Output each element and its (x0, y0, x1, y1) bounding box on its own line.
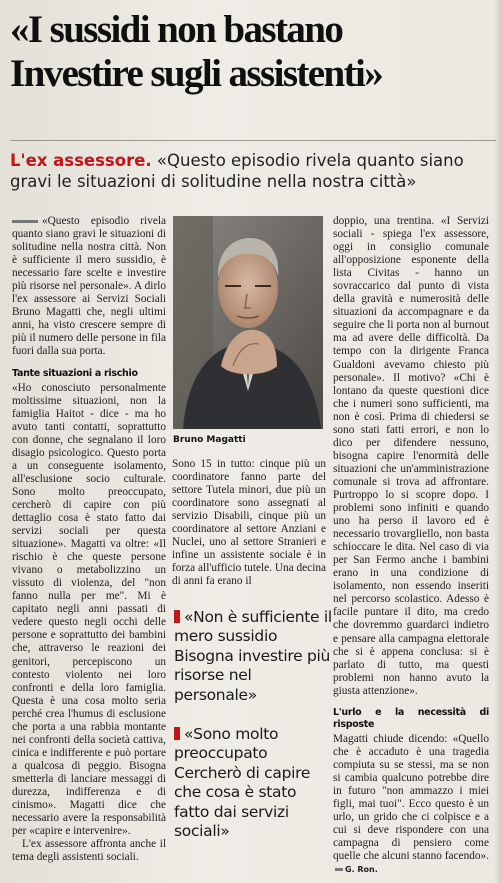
pull-quote-marker (174, 610, 180, 623)
pull-quote-2 (174, 725, 332, 841)
portrait-photo (173, 216, 323, 429)
page-edge-shadow (494, 0, 502, 883)
column-2-paragraph-1: Sono 15 in tutto: cinque più un coordinatore fanno parte del settore Tutela minori, due più un coordinatore sono assegnati al servizio Disabili, cinque più un coordinatore al settore Anziani e Nuclei, uno al settore Stranieri e infine un assistente sociale è in forza all'ufficio tutele. Una decina di anni fa erano il (172, 458, 326, 588)
column-1-paragraph-2: «Ho conosciuto personalmente moltissime situazioni, non la famiglia Haitot - dice - ma ho avuto tanti contatti, soprattutto con donne, che segnalano il loro disagio psicologico. Questo porta a un conseguente isolamento, all'esclusione socio culturale. Sono molto preoccupato, cercherò di capire con più dettaglio cosa è stato fatto dai servizi sociali per questa situazione». Magatti va oltre: «Il rischio è che queste persone vivano o metabolizzino un vissuto di violenza, del "non fanno nulla per me". Mi è capitato negli anni passati di vedere questo negli occhi delle persone e soprattutto dei bambini che, attraverso le reazioni dei genitori, percepiscono un contesto violento nei loro confronti e della loro famiglia. Questa è una cosa molto seria perché crea l'humus di esclusione che porta a una rabbia montante nei confronti della società cattiva, cinica e indifferente e può portare a qualcosa di peggio. Bisogna smetterla di lanciare messaggi di durezza, indifferenza e di cinismo». Magatti dice che necessario avere la responsabilità per «capire e intervenire». (12, 381, 166, 838)
signature-bar (335, 868, 343, 871)
pull-quote-2-text: «Sono molto preoccupato Cercherò di capire che cosa è stato fatto dai servizi sociali» (174, 725, 311, 841)
column-1-lead-text: «Questo episodio rivela quanto siano gravi le situazioni di solitudine nella nostra città. Non è sufficiente il mero sussidio, è necessario fare scelte e investire più risorse nel personale». A dirlo l'ex assessore ai Servizi Sociali Bruno Magatti che, negli ultimi anni, ha visto crescere sempre di più il numero delle persone in fila fuori dalla sua porta. (12, 215, 166, 358)
pull-quote-marker (174, 727, 180, 740)
subhead-kicker: L'ex assessore. (10, 151, 152, 170)
headline-line-1: «I sussidi non bastano (10, 8, 343, 51)
subhead-text: «Questo episodio rivela quanto siano gravi le situazioni di solitudine nella nostra città» (10, 151, 464, 191)
lead-bar (12, 220, 38, 223)
section-heading-cry: L'urlo e la necessità di risposte (333, 706, 489, 730)
article-column-1 (12, 215, 166, 864)
pull-quote-1-text: «Non è sufficiente il mero sussidio Bisogna investire più risorse nel personale» (174, 608, 332, 704)
subhead (10, 150, 496, 192)
column-1-paragraph-3: L'ex assessore affronta anche il tema degli assistenti sociali. (12, 838, 166, 864)
portrait-illustration (173, 216, 323, 429)
column-3-paragraph-2-text: Magatti chiude dicendo: «Quello che è accaduto è una tragedia compiuta su se stessi, ma se non si cambia qualcuno potrebbe dire in futuro "non ammazzo i miei figli, mai tuoi". Ecco questo è un urlo, un grido che ci colpisce e a cui si deve rispondere con una campagna di pensiero come quelle che alcuni stanno facendo». (333, 732, 489, 863)
photo-caption: Bruno Magatti (173, 435, 246, 445)
section-heading-risk: Tante situazioni a rischio (12, 367, 138, 379)
headline-rule (10, 140, 496, 141)
article-column-2 (172, 458, 326, 588)
headline-line-2: Investire sugli assistenti» (10, 52, 383, 95)
column-1-lead (12, 215, 166, 359)
article-column-3 (333, 215, 489, 876)
column-3-paragraph-2 (333, 733, 489, 877)
column-3-paragraph-1: doppio, una trentina. «I Servizi sociali - spiega l'ex assessore, oggi in consiglio comunale all'opposizione esponente della lista Civitas - hanno un sovraccarico dal punto di vista della gravità e numerosità delle situazioni da accompagnare e da seguire che li porta non al burnout ma ad avere delle difficoltà. Da tempo con la dirigente Franca Gualdoni avevamo chiesto più personale». Il motivo? «Chi è lontano da queste questioni dice che i numeri sono sufficienti, ma non è così. Prima di chiedersi se sono stati fatti errori, e non lo dico per difendere nessuno, bisogna capire l'enormità delle situazioni che un'amministrazione comunale si trova ad affrontare. Purtroppo lo si scopre dopo. I problemi sono infiniti e quando uno ha perso il lavoro ed è necessario trovargliello, non basta schioccare le dita. Nel caso di via per San Fermo anche i bambini erano in una condizione di isolamento, non essendo inseriti nel percorso scolastico. Adesso è facile puntare il dito, ma credo che dovremmo guardarci indietro e pensare alla campagna elettorale che si è appena conclusa: si è parlato di tutto, ma questi problemi non hanno avuto la giusta attenzione». (333, 215, 489, 697)
signature: G. Ron. (345, 865, 378, 875)
headline (10, 8, 496, 96)
pull-quote-1 (174, 608, 332, 705)
